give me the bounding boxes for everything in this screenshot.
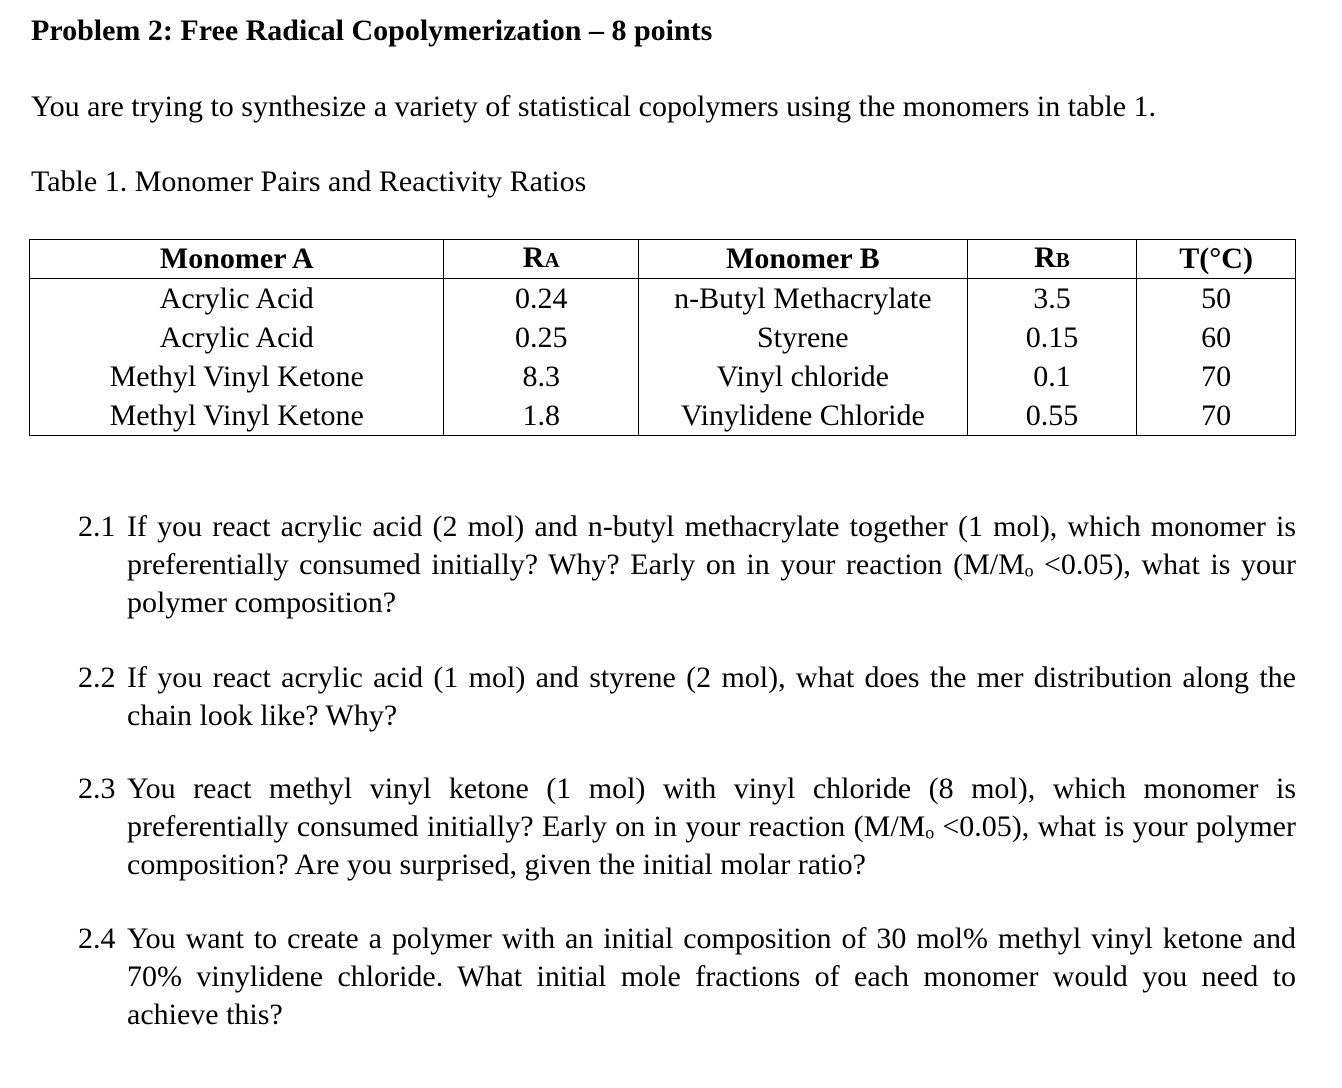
problem-title: Problem 2: Free Radical Copolymerization – 8 points bbox=[31, 14, 713, 47]
header-monomer-b: Monomer B bbox=[638, 240, 967, 279]
header-ra-sub: A bbox=[544, 248, 560, 272]
table-row bbox=[30, 279, 1296, 319]
cell-monomer-a: Methyl Vinyl Ketone bbox=[30, 357, 444, 396]
cell-monomer-a: Methyl Vinyl Ketone bbox=[30, 396, 444, 436]
cell-ra: 0.25 bbox=[444, 318, 639, 357]
cell-monomer-b: Vinyl chloride bbox=[638, 357, 967, 396]
cell-temperature: 50 bbox=[1137, 279, 1296, 319]
question-text: You want to create a polymer with an initial composition of 30 mol% methyl vinyl ketone and 70% vinylidene chloride. What initial mole fractions of each monomer would you need to achieve this? bbox=[127, 922, 1296, 1031]
cell-temperature: 60 bbox=[1137, 318, 1296, 357]
table-header-row bbox=[30, 240, 1296, 279]
table-caption: Table 1. Monomer Pairs and Reactivity Ratios bbox=[31, 165, 587, 198]
cell-rb: 0.1 bbox=[967, 357, 1137, 396]
header-temperature: T(°C) bbox=[1137, 240, 1296, 279]
cell-monomer-b: Vinylidene Chloride bbox=[638, 396, 967, 436]
cell-ra: 8.3 bbox=[444, 357, 639, 396]
cell-temperature: 70 bbox=[1137, 396, 1296, 436]
table-row bbox=[30, 357, 1296, 396]
question-2-1 bbox=[78, 508, 1296, 622]
question-2-3 bbox=[78, 770, 1296, 884]
question-2-2 bbox=[78, 659, 1296, 735]
table-row bbox=[30, 318, 1296, 357]
cell-monomer-b: n-Butyl Methacrylate bbox=[638, 279, 967, 319]
cell-ra: 1.8 bbox=[444, 396, 639, 436]
question-number: 2.1 bbox=[78, 510, 116, 543]
header-rb-main: R bbox=[1034, 241, 1056, 274]
question-number: 2.3 bbox=[78, 772, 116, 805]
cell-rb: 0.15 bbox=[967, 318, 1137, 357]
question-text: If you react acrylic acid (1 mol) and styrene (2 mol), what does the mer distribution along the chain look like? Why? bbox=[127, 661, 1296, 732]
header-rb-sub: B bbox=[1055, 248, 1070, 272]
cell-rb: 0.55 bbox=[967, 396, 1137, 436]
cell-monomer-b: Styrene bbox=[638, 318, 967, 357]
question-text: If you react acrylic acid (2 mol) and n-butyl methacrylate together (1 mol), which monomer is preferentially consumed initially? Why? Early on in your reaction (M/Mₒ <0.05), what is your polymer composition? bbox=[127, 510, 1296, 619]
cell-rb: 3.5 bbox=[967, 279, 1137, 319]
header-ra bbox=[444, 240, 639, 279]
cell-monomer-a: Acrylic Acid bbox=[30, 318, 444, 357]
cell-monomer-a: Acrylic Acid bbox=[30, 279, 444, 319]
question-number: 2.4 bbox=[78, 922, 116, 955]
header-ra-main: R bbox=[522, 241, 545, 274]
cell-ra: 0.24 bbox=[444, 279, 639, 319]
header-monomer-a: Monomer A bbox=[30, 240, 444, 279]
table-row bbox=[30, 396, 1296, 436]
header-rb bbox=[967, 240, 1137, 279]
reactivity-table bbox=[29, 239, 1296, 436]
question-number: 2.2 bbox=[78, 661, 116, 694]
cell-temperature: 70 bbox=[1137, 357, 1296, 396]
intro-text: You are trying to synthesize a variety of statistical copolymers using the monomers in table 1. bbox=[31, 90, 1157, 123]
question-text: You react methyl vinyl ketone (1 mol) with vinyl chloride (8 mol), which monomer is preferentially consumed initially? Early on in your reaction (M/Mₒ <0.05), what is your polymer composition? Are you surprised, given the initial molar ratio? bbox=[127, 772, 1296, 881]
question-2-4 bbox=[78, 920, 1296, 1034]
